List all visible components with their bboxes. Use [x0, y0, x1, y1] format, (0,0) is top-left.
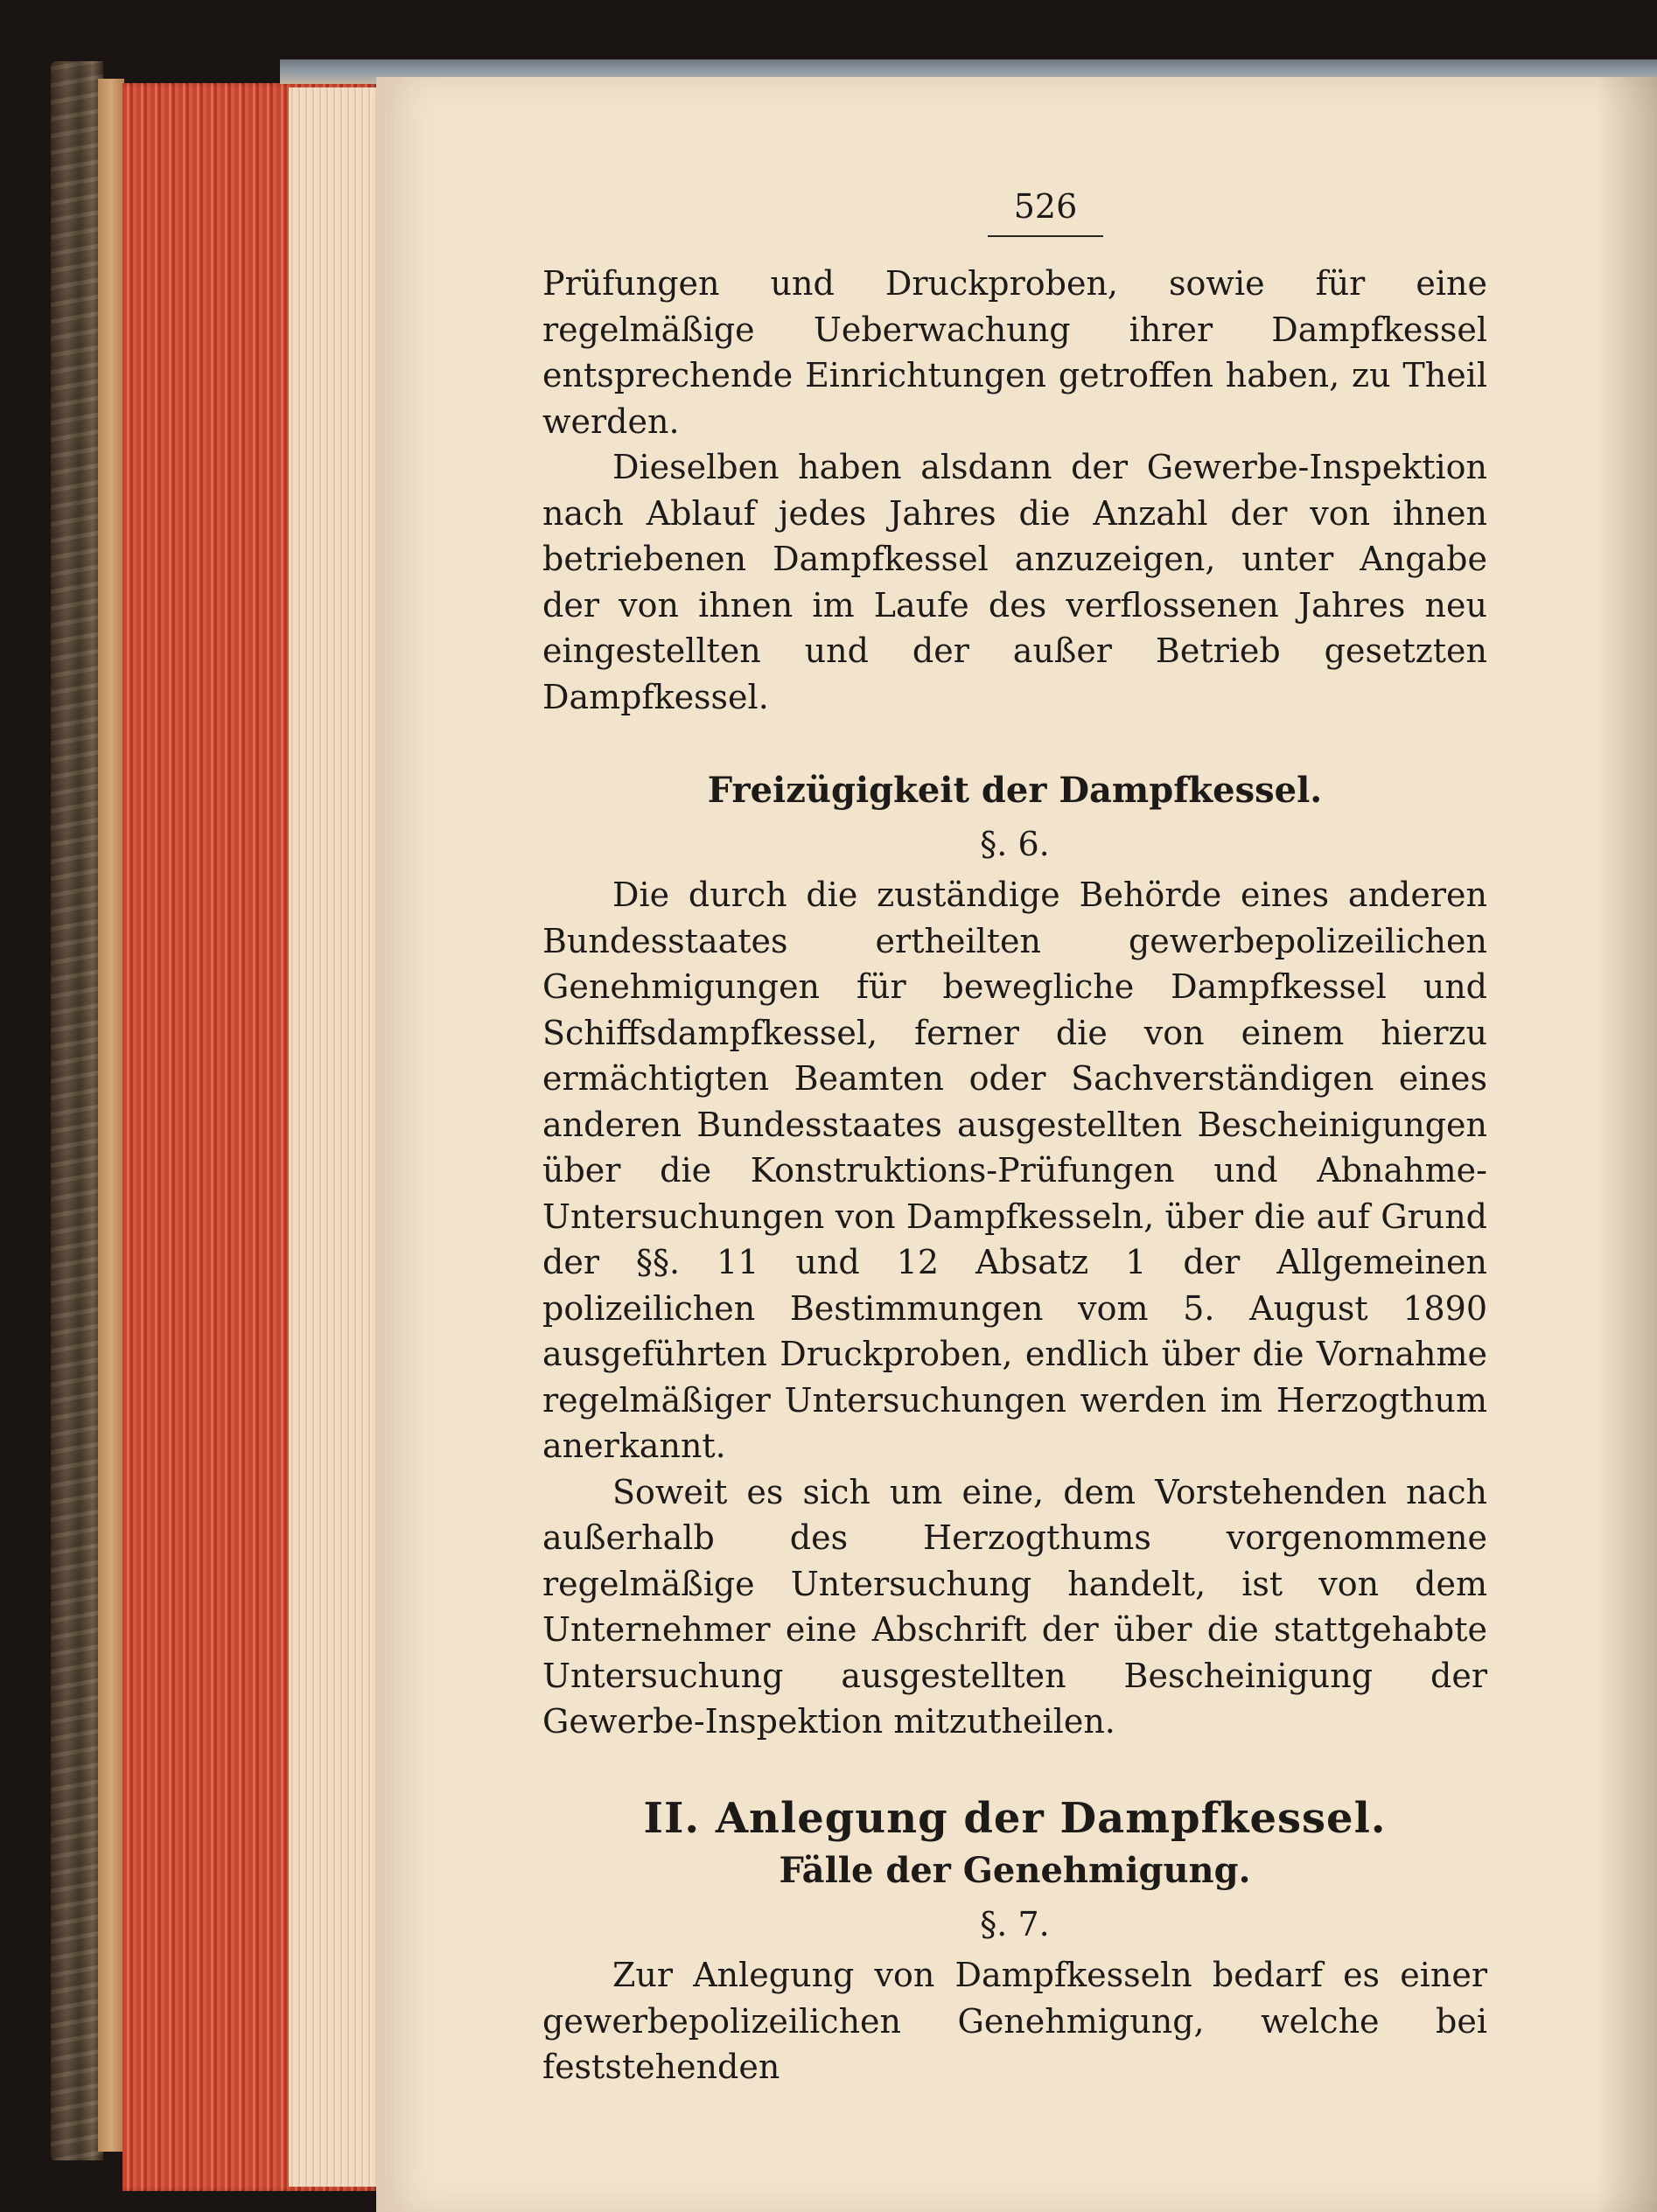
book-spine-edge: [98, 79, 124, 2152]
book-cover: [51, 61, 103, 2160]
subsection-heading: Fälle der Genehmigung.: [779, 1850, 1251, 1891]
page-text-block: [542, 184, 1487, 2090]
page-edges-inner: [289, 87, 376, 2187]
paragraph: Dieselben haben alsdann der Gewerbe-Inspektion nach Ablauf jedes Jahres die Anzahl der von ihnen betriebenen Dampfkessel anzuzeigen, unter Angabe der von ihnen im Laufe des verflossenen Jahres neu eingestellten und der außer Betrieb gesetzten Dampfkessel.: [542, 448, 1487, 716]
page-number: [542, 184, 1487, 236]
section-number: §. 7.: [980, 1904, 1050, 1943]
chapter-heading: II. Anlegung der Dampfkessel.: [643, 1793, 1387, 1843]
paragraph: Die durch die zuständige Behörde eines anderen Bundesstaates ertheilten gewerbepolizeilichen Genehmigungen für bewegliche Dampfkessel und Schiffsdampfkessel, ferner die von einem hierzu ermächtigten Beamten oder Sachverständigen eines anderen Bundesstaates ausgestellten Bescheinigungen über die Konstruktions-Prüfungen und Abnahme-Untersuchungen von Dampfkesseln, über die auf Grund der §§. 11 und 12 Absatz 1 der Allgemeinen polizeilichen Bestimmungen vom 5. August 1890 ausgeführten Druckproben, endlich über die Vornahme regelmäßiger Untersuchungen werden im Herzogthum anerkannt.: [542, 876, 1487, 1465]
page-number-value: 526: [988, 184, 1104, 237]
section-number: §. 6.: [980, 824, 1050, 863]
paragraph: Zur Anlegung von Dampfkesseln bedarf es einer gewerbepolizeilichen Genehmigung, welche bei feststehenden: [542, 1956, 1487, 2086]
section-heading: Freizügigkeit der Dampfkessel.: [707, 770, 1323, 811]
cover-texture: [51, 61, 103, 2160]
page-gutter-shadow: [1596, 77, 1657, 2212]
paragraph: Soweit es sich um eine, dem Vorstehenden nach außerhalb des Herzogthums vorgenommene regelmäßige Untersuchung handelt, ist von dem Unternehmer eine Abschrift der über die stattgehabte Untersuchung ausgestellten Bescheinigung der Gewerbe-Inspektion mitzutheilen.: [542, 1472, 1487, 1741]
paragraph: Prüfungen und Druckproben, sowie für eine regelmäßige Ueberwachung ihrer Dampfkessel entsprechende Einrichtungen getroffen haben, zu Theil werden.: [542, 264, 1487, 441]
